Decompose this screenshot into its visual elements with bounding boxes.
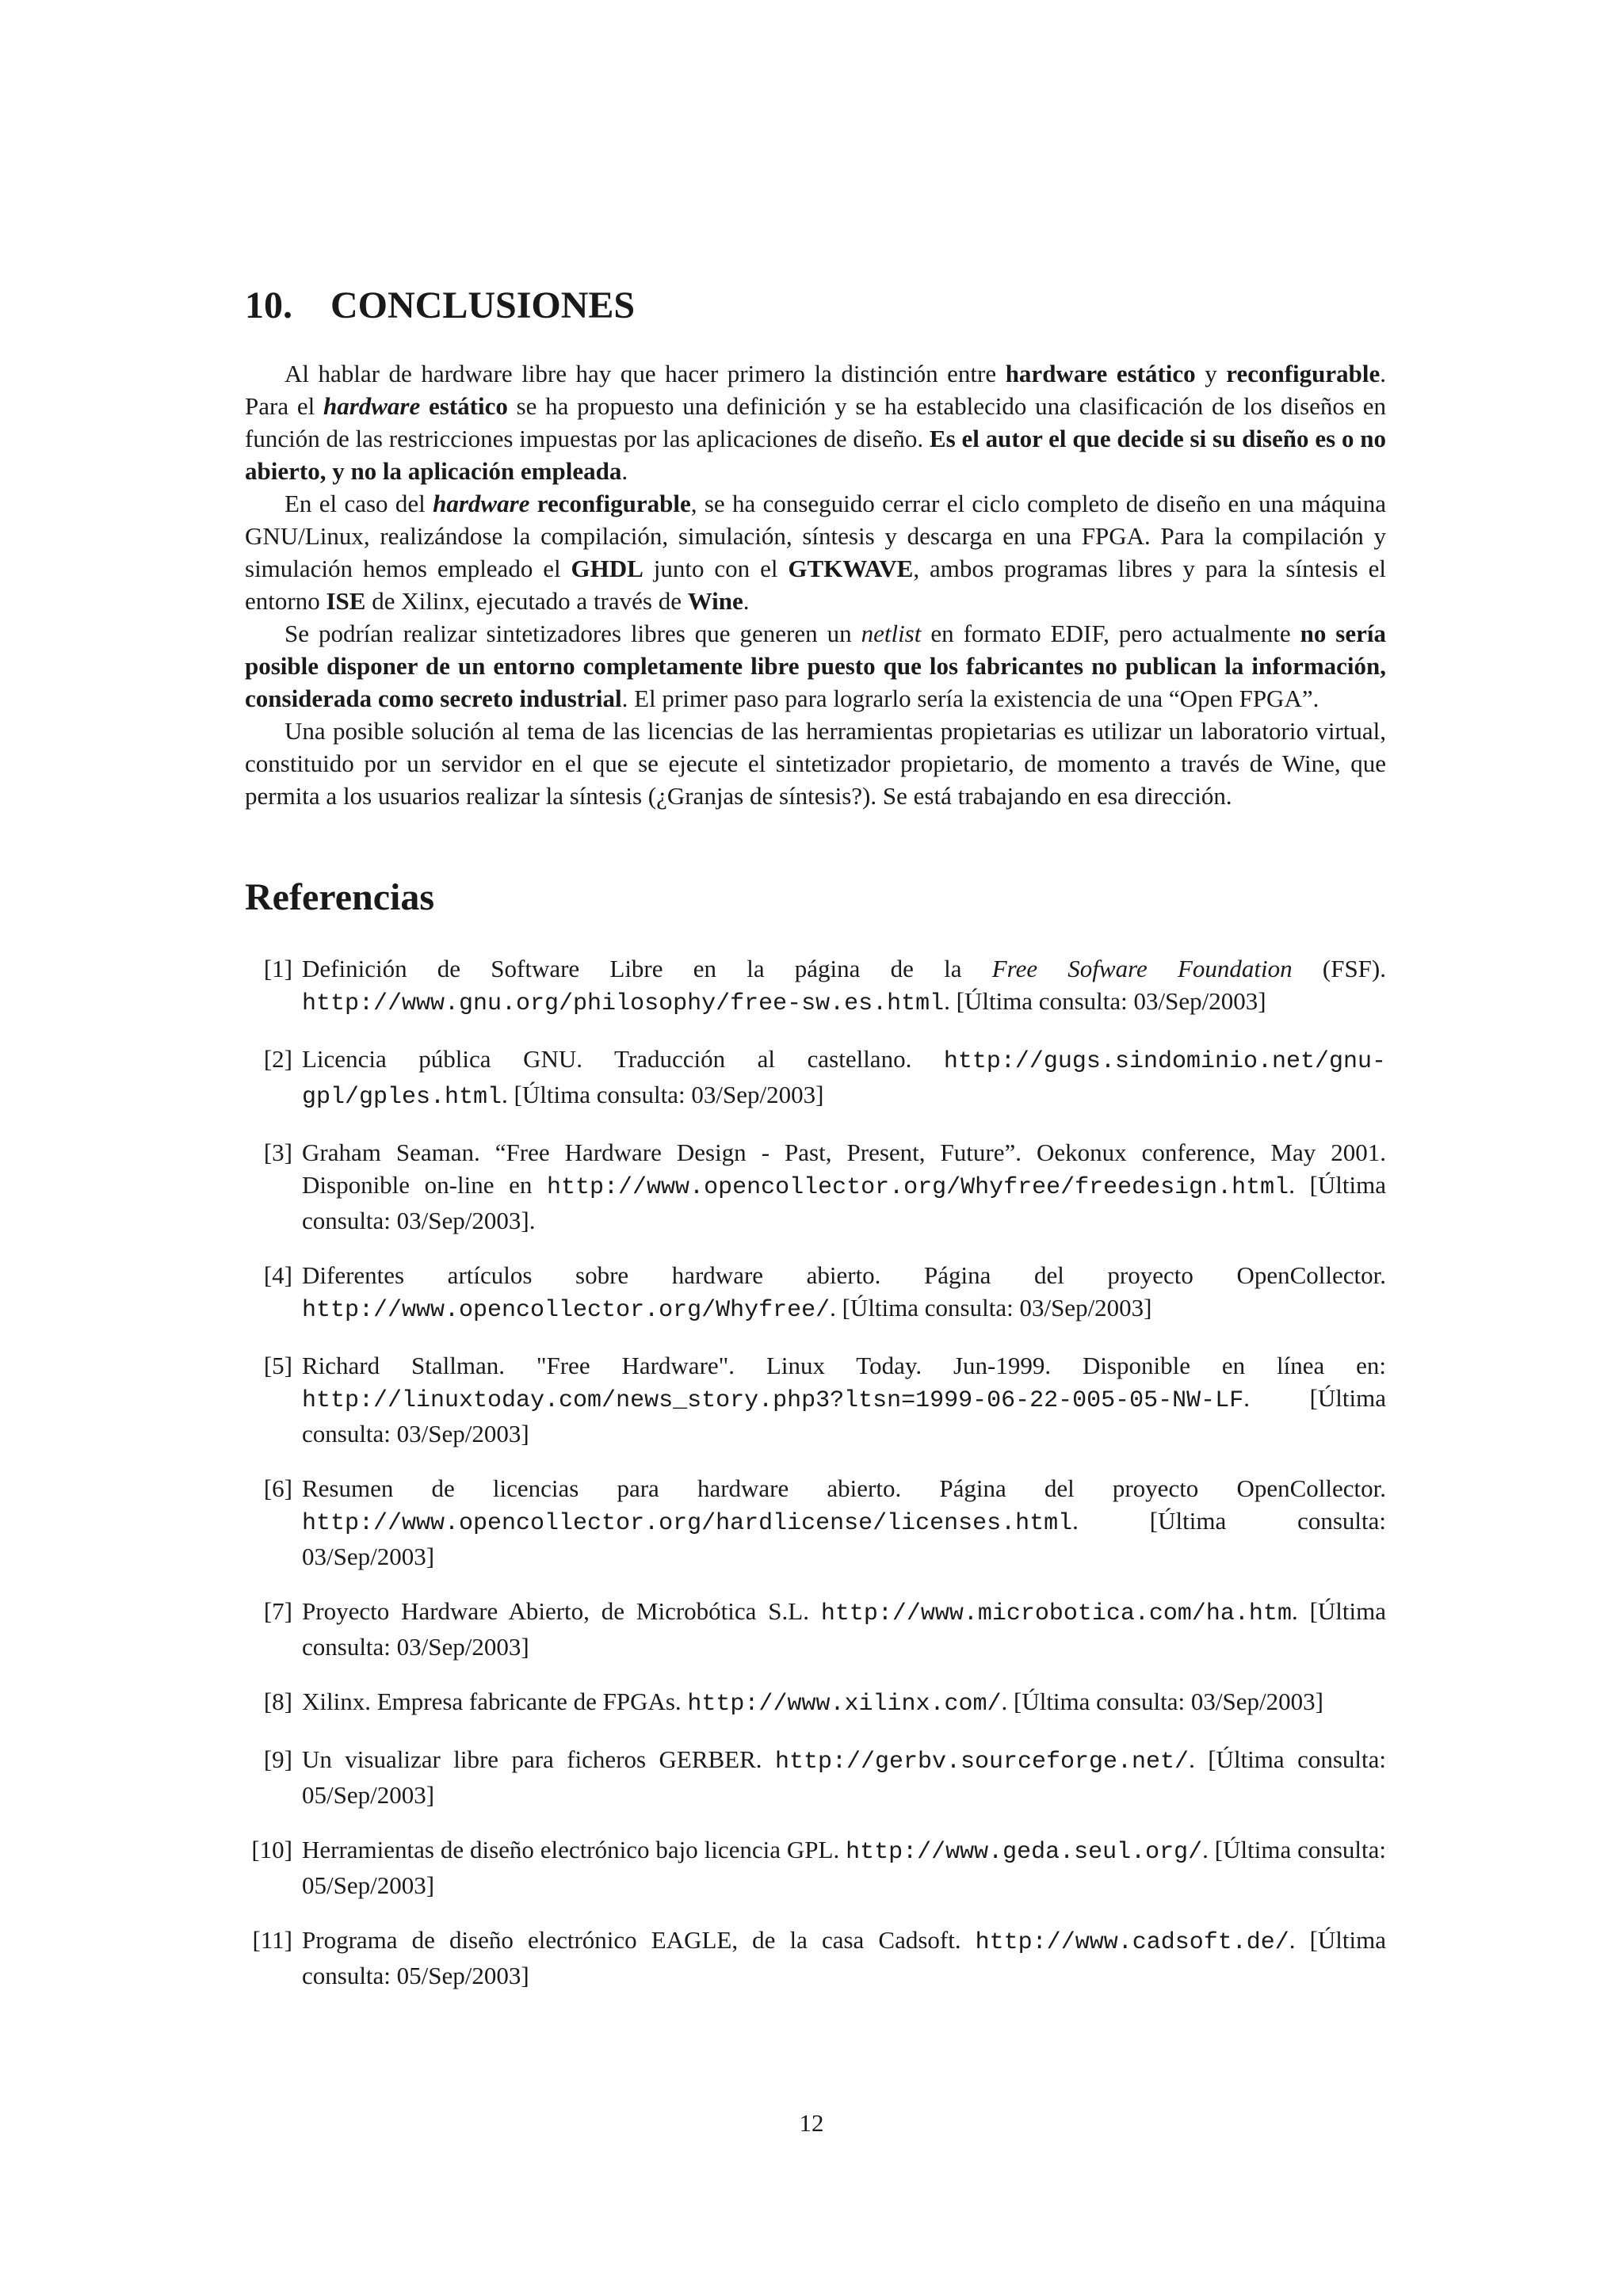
text: en formato EDIF, pero actualmente — [921, 619, 1300, 647]
bold-text: hardware estático — [1005, 359, 1196, 387]
bold-text: reconfigurable — [529, 489, 691, 517]
page-number: 12 — [799, 2109, 824, 2137]
text: . [Última consulta: 03/Sep/2003] — [302, 1506, 1386, 1570]
text: . [Última consulta: 03/Sep/2003] — [502, 1080, 824, 1108]
reference-url[interactable]: http://www.gnu.org/philosophy/free-sw.es.html — [302, 990, 945, 1017]
text: . Para el — [245, 359, 1387, 420]
text: . El primer paso para lograrlo sería la existencia de una “Open FPGA”. — [621, 684, 1319, 712]
paragraph-2 — [245, 487, 1386, 617]
reference-number: [6] — [263, 1474, 292, 1502]
italic-text: netlist — [861, 619, 922, 647]
reference-item-2 — [245, 1043, 1386, 1114]
reference-url[interactable]: http://www.microbotica.com/ha.htm — [820, 1600, 1292, 1627]
references-heading: Referencias — [245, 875, 435, 918]
text: (FSF). — [1292, 954, 1386, 982]
bold-italic-text: hardware — [433, 489, 530, 517]
text: . [Última consulta: 03/Sep/2003] — [302, 1596, 1387, 1661]
paragraph-1 — [245, 357, 1386, 487]
text: Graham Seaman. “Free Hardware Design - Past, Present, Future”. Oekonux conference, May 2001. Disponible on-line en — [302, 1138, 1386, 1199]
reference-number: [5] — [263, 1351, 292, 1379]
reference-url[interactable]: http://www.opencollector.org/hardlicense/licenses.html — [302, 1509, 1073, 1537]
reference-item-3 — [245, 1136, 1386, 1237]
text: . [Última consulta: 03/Sep/2003] — [302, 1383, 1386, 1447]
bold-text: GHDL — [571, 554, 643, 582]
reference-url[interactable]: http://www.opencollector.org/Whyfree/ — [302, 1296, 831, 1324]
text: Herramientas de diseño electrónico bajo licencia GPL. — [302, 1835, 846, 1863]
text: Definición de Software Libre en la página de la — [302, 954, 992, 982]
reference-url[interactable]: http://gerbv.sourceforge.net/ — [774, 1748, 1190, 1775]
text: Proyecto Hardware Abierto, de Microbótica S.L. — [302, 1596, 821, 1625]
page-content — [245, 285, 1386, 2014]
bold-text: GTKWAVE — [788, 554, 914, 582]
text: Al hablar de hardware libre hay que hacer primero la distinción entre — [285, 359, 1006, 387]
text: junto con el — [643, 554, 789, 582]
reference-url[interactable]: http://www.cadsoft.de/ — [975, 1928, 1289, 1956]
reference-url[interactable]: http://linuxtoday.com/news_story.php3?ltsn=1999-06-22-005-05-NW-LF — [302, 1386, 1244, 1414]
text: Programa de diseño electrónico EAGLE, de la casa Cadsoft. — [302, 1925, 976, 1954]
reference-number: [9] — [263, 1745, 292, 1773]
text: . [Última consulta: 05/Sep/2003] — [302, 1925, 1387, 1989]
text: se ha propuesto una definición y se ha establecido una clasificación de los diseños en función de las restricciones impuestas por las aplicaciones de diseño. — [245, 391, 1386, 452]
bold-italic-text: hardware — [323, 391, 421, 420]
reference-item-1 — [245, 952, 1386, 1020]
bold-text: Es el autor el que decide si su diseño es o no abierto, y no la aplicación empleada — [245, 424, 1386, 485]
text: . — [621, 456, 628, 485]
reference-url[interactable]: http://gugs.sindominio.net/gnu-gpl/gples.html — [302, 1047, 1386, 1111]
reference-number: [1] — [263, 954, 292, 982]
section-heading — [245, 285, 1386, 327]
reference-number: [4] — [263, 1261, 292, 1289]
text: Diferentes artículos sobre hardware abierto. Página del proyecto OpenCollector. — [302, 1261, 1386, 1289]
reference-url[interactable]: http://www.xilinx.com/ — [687, 1690, 1002, 1718]
section-title: CONCLUSIONES — [330, 284, 636, 326]
text: y — [1195, 359, 1227, 387]
reference-number: [10] — [251, 1835, 292, 1863]
reference-item-4 — [245, 1259, 1386, 1327]
reference-number: [3] — [263, 1138, 292, 1166]
reference-number: [7] — [263, 1596, 292, 1625]
reference-item-6 — [245, 1472, 1386, 1573]
bold-text: no sería posible disponer de un entorno completamente libre puesto que los fabricantes no publican la información, considerada como secreto industrial — [245, 619, 1387, 712]
italic-text: Free Sofware Foundation — [991, 954, 1293, 982]
text: . [Última consulta: 03/Sep/2003]. — [302, 1170, 1386, 1234]
reference-item-7 — [245, 1595, 1386, 1663]
section-number: 10. — [245, 284, 292, 326]
paragraph-3 — [245, 617, 1386, 715]
bold-text: ISE — [326, 586, 366, 615]
reference-number: [11] — [252, 1925, 292, 1954]
reference-item-9 — [245, 1743, 1386, 1811]
reference-number: [2] — [263, 1044, 292, 1073]
bold-text: reconfigurable — [1226, 359, 1381, 387]
text: Licencia pública GNU. Traducción al castellano. — [302, 1044, 944, 1073]
text: , ambos programas libres y para la síntesis el entorno — [245, 554, 1386, 615]
reference-url[interactable]: http://www.geda.seul.org/ — [846, 1838, 1203, 1866]
bold-text: estático — [420, 391, 508, 420]
reference-item-10 — [245, 1833, 1386, 1901]
text: . [Última consulta: 05/Sep/2003] — [302, 1835, 1387, 1899]
paragraph-4 — [245, 715, 1386, 812]
text: Se podrían realizar sintetizadores libres que generen un — [285, 619, 861, 647]
text: . [Última consulta: 03/Sep/2003] — [830, 1293, 1152, 1322]
reference-item-5 — [245, 1349, 1386, 1450]
text: En el caso del — [285, 489, 433, 517]
text: , se ha conseguido cerrar el ciclo completo de diseño en una máquina GNU/Linux, realizándose la compilación, simulación, síntesis y descarga en una FPGA. Para la compilación y simulación hemos empleado el — [245, 489, 1386, 582]
text: Una posible solución al tema de las licencias de las herramientas propietarias es utilizar un laboratorio virtual, constituido por un servidor en el que se ejecute el sintetizador propietario, de momento a través de Wine, que permita a los usuarios realizar la síntesis (¿Granjas de síntesis?). Se está trabajando en esa dirección. — [245, 716, 1386, 810]
text: . [Última consulta: 03/Sep/2003] — [1001, 1687, 1323, 1715]
reference-item-8 — [245, 1685, 1386, 1721]
reference-number: [8] — [263, 1687, 292, 1715]
text: . [Última consulta: 05/Sep/2003] — [302, 1745, 1387, 1809]
text: Richard Stallman. "Free Hardware". Linux Today. Jun-1999. Disponible en línea en: — [302, 1351, 1386, 1379]
text: Xilinx. Empresa fabricante de FPGAs. — [302, 1687, 688, 1715]
text: . — [743, 586, 750, 615]
reference-list — [245, 952, 1386, 1992]
text: . [Última consulta: 03/Sep/2003] — [944, 986, 1266, 1015]
bold-text: Wine — [687, 586, 743, 615]
text: de Xilinx, ejecutado a través de — [365, 586, 688, 615]
text: Resumen de licencias para hardware abierto. Página del proyecto OpenCollector. — [302, 1474, 1386, 1502]
reference-item-11 — [245, 1924, 1386, 1992]
text: Un visualizar libre para ficheros GERBER. — [302, 1745, 775, 1773]
reference-url[interactable]: http://www.opencollector.org/Whyfree/freedesign.html — [547, 1173, 1289, 1201]
